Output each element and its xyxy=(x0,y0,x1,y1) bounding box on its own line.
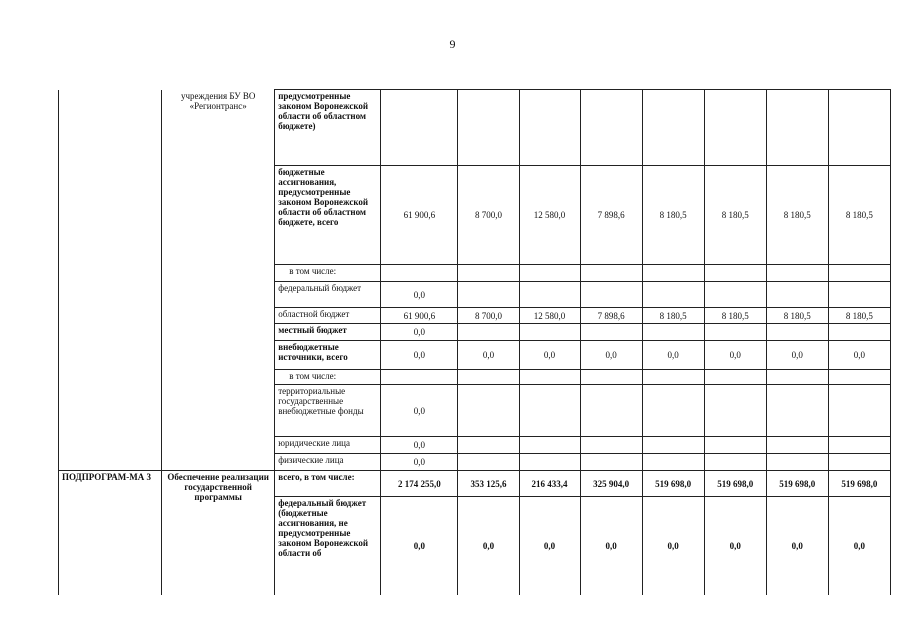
value-cell: 0,0 xyxy=(381,324,458,341)
value-cell: 0,0 xyxy=(381,341,458,370)
value-cell: 519 698,0 xyxy=(642,471,704,497)
value-cell xyxy=(642,282,704,308)
value-cell xyxy=(458,437,519,454)
value-cell xyxy=(704,324,766,341)
value-cell xyxy=(642,385,704,437)
value-cell xyxy=(580,282,642,308)
value-cell: 0,0 xyxy=(642,341,704,370)
value-cell xyxy=(766,265,828,282)
value-cell: 7 898,6 xyxy=(580,308,642,324)
value-cell xyxy=(828,385,890,437)
source-cell: всего, в том числе: xyxy=(275,471,381,497)
value-cell: 12 580,0 xyxy=(519,166,580,265)
table-row xyxy=(59,471,891,497)
value-cell xyxy=(381,265,458,282)
value-cell: 8 180,5 xyxy=(828,308,890,324)
value-cell xyxy=(381,90,458,166)
value-cell: 8 700,0 xyxy=(458,166,519,265)
value-cell: 325 904,0 xyxy=(580,471,642,497)
value-cell: 0,0 xyxy=(458,497,519,595)
value-cell: 61 900,6 xyxy=(381,308,458,324)
value-cell: 8 180,5 xyxy=(704,308,766,324)
value-cell xyxy=(828,90,890,166)
value-cell xyxy=(642,437,704,454)
value-cell xyxy=(519,282,580,308)
value-cell xyxy=(642,265,704,282)
value-cell: 8 180,5 xyxy=(766,166,828,265)
value-cell xyxy=(580,324,642,341)
value-cell xyxy=(704,454,766,471)
source-cell: местный бюджет xyxy=(275,324,381,341)
value-cell: 8 180,5 xyxy=(642,308,704,324)
value-cell: 519 698,0 xyxy=(828,471,890,497)
value-cell: 0,0 xyxy=(381,282,458,308)
value-cell: 7 898,6 xyxy=(580,166,642,265)
source-cell: предусмотренные законом Воронежской области об областном бюджете) xyxy=(275,90,381,166)
value-cell: 0,0 xyxy=(828,341,890,370)
value-cell: 12 580,0 xyxy=(519,308,580,324)
subprogram-status-cell: ПОДПРОГРАМ-МА 3 xyxy=(59,471,162,595)
value-cell xyxy=(704,90,766,166)
value-cell xyxy=(458,454,519,471)
value-cell xyxy=(458,370,519,385)
value-cell xyxy=(704,265,766,282)
value-cell xyxy=(580,454,642,471)
value-cell: 0,0 xyxy=(642,497,704,595)
value-cell xyxy=(828,437,890,454)
value-cell xyxy=(580,437,642,454)
source-cell: территориальные государственные внебюджетные фонды xyxy=(275,385,381,437)
value-cell: 0,0 xyxy=(580,497,642,595)
value-cell xyxy=(580,265,642,282)
budget-table xyxy=(58,89,891,595)
value-cell xyxy=(458,282,519,308)
value-cell xyxy=(519,265,580,282)
value-cell xyxy=(458,90,519,166)
value-cell xyxy=(642,90,704,166)
value-cell: 61 900,6 xyxy=(381,166,458,265)
value-cell xyxy=(704,282,766,308)
status-cell xyxy=(59,90,162,471)
value-cell xyxy=(766,385,828,437)
value-cell xyxy=(458,324,519,341)
value-cell xyxy=(642,454,704,471)
value-cell: 0,0 xyxy=(381,437,458,454)
value-cell: 2 174 255,0 xyxy=(381,471,458,497)
value-cell xyxy=(828,265,890,282)
source-cell: в том числе: xyxy=(275,265,381,282)
source-cell: внебюджетные источники, всего xyxy=(275,341,381,370)
value-cell: 0,0 xyxy=(381,454,458,471)
value-cell: 0,0 xyxy=(519,341,580,370)
value-cell xyxy=(381,370,458,385)
source-cell: юридические лица xyxy=(275,437,381,454)
value-cell xyxy=(828,324,890,341)
value-cell xyxy=(519,90,580,166)
value-cell xyxy=(580,370,642,385)
value-cell xyxy=(704,385,766,437)
value-cell xyxy=(580,90,642,166)
value-cell: 0,0 xyxy=(381,497,458,595)
value-cell: 0,0 xyxy=(580,341,642,370)
value-cell: 8 180,5 xyxy=(642,166,704,265)
value-cell xyxy=(458,265,519,282)
page-number: 9 xyxy=(449,37,456,51)
value-cell xyxy=(766,437,828,454)
value-cell: 8 700,0 xyxy=(458,308,519,324)
value-cell xyxy=(828,282,890,308)
value-cell xyxy=(766,282,828,308)
value-cell: 0,0 xyxy=(704,497,766,595)
source-cell: физические лица xyxy=(275,454,381,471)
executor-cell: учреждения БУ ВО «Регионтранс» xyxy=(162,90,275,471)
value-cell: 8 180,5 xyxy=(766,308,828,324)
value-cell xyxy=(519,454,580,471)
value-cell xyxy=(642,324,704,341)
value-cell xyxy=(828,370,890,385)
value-cell: 8 180,5 xyxy=(704,166,766,265)
value-cell xyxy=(766,324,828,341)
source-cell: в том числе: xyxy=(275,370,381,385)
value-cell xyxy=(519,370,580,385)
value-cell xyxy=(704,437,766,454)
value-cell xyxy=(766,90,828,166)
value-cell: 519 698,0 xyxy=(704,471,766,497)
value-cell: 0,0 xyxy=(766,341,828,370)
value-cell xyxy=(458,385,519,437)
value-cell: 0,0 xyxy=(458,341,519,370)
value-cell xyxy=(580,385,642,437)
value-cell: 0,0 xyxy=(828,497,890,595)
value-cell: 8 180,5 xyxy=(828,166,890,265)
value-cell xyxy=(519,437,580,454)
value-cell xyxy=(766,370,828,385)
value-cell: 0,0 xyxy=(381,385,458,437)
value-cell: 0,0 xyxy=(519,497,580,595)
value-cell xyxy=(704,370,766,385)
value-cell: 0,0 xyxy=(704,341,766,370)
value-cell: 353 125,6 xyxy=(458,471,519,497)
table-row xyxy=(59,90,891,166)
source-cell: областной бюджет xyxy=(275,308,381,324)
value-cell: 0,0 xyxy=(766,497,828,595)
value-cell xyxy=(642,370,704,385)
value-cell xyxy=(519,324,580,341)
source-cell: федеральный бюджет xyxy=(275,282,381,308)
value-cell xyxy=(519,385,580,437)
source-cell: федеральный бюджет (бюджетные ассигнования, не предусмотренные законом Воронежской области об xyxy=(275,497,381,595)
source-cell: бюджетные ассигнования, предусмотренные законом Воронежской области об областном бюджете, всего xyxy=(275,166,381,265)
value-cell: 519 698,0 xyxy=(766,471,828,497)
value-cell xyxy=(766,454,828,471)
subprogram-name-cell: Обеспечение реализации государственной программы xyxy=(162,471,275,595)
value-cell: 216 433,4 xyxy=(519,471,580,497)
value-cell xyxy=(828,454,890,471)
